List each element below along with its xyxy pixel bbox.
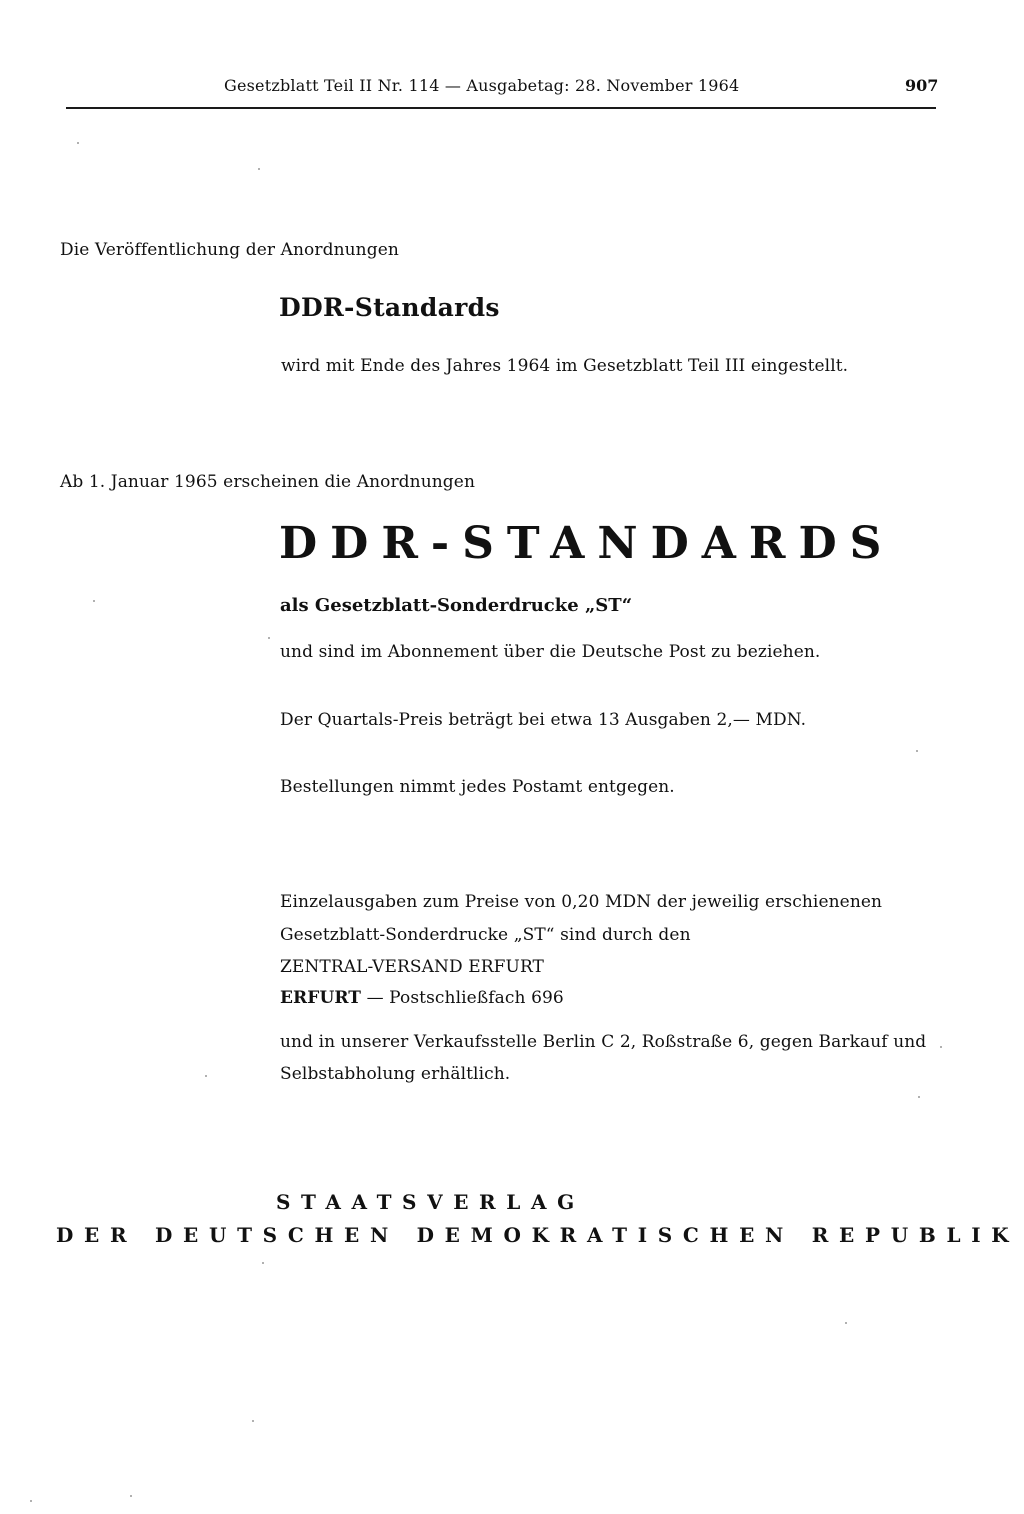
single-issues-line1: Einzelausgaben zum Preise von 0,20 MDN der jeweilig erschienenen xyxy=(280,892,883,912)
central-dispatch-address xyxy=(280,988,564,1008)
scan-speck xyxy=(262,1262,264,1264)
notice1-heading: DDR-Standards xyxy=(279,293,500,322)
scan-speck xyxy=(205,1075,207,1077)
scan-speck xyxy=(916,750,918,752)
page-number: 907 xyxy=(905,76,939,95)
single-issues-line2: Gesetzblatt-Sonderdrucke „ST“ sind durch den xyxy=(280,925,691,945)
scan-speck xyxy=(268,637,270,639)
scan-speck xyxy=(918,1096,920,1098)
notice2-heading: DDR-STANDARDS xyxy=(279,518,895,569)
notice2-subheading: als Gesetzblatt-Sonderdrucke „ST“ xyxy=(280,595,633,616)
header-rule xyxy=(66,107,936,109)
scan-speck xyxy=(77,142,79,144)
notice2-price-line: Der Quartals-Preis beträgt bei etwa 13 Ausgaben 2,— MDN. xyxy=(280,710,807,730)
notice2-order-line: Bestellungen nimmt jedes Postamt entgegen. xyxy=(280,777,675,797)
central-dispatch-name: ZENTRAL-VERSAND ERFURT xyxy=(280,957,544,977)
publisher-line1: STAATSVERLAG xyxy=(276,1190,585,1214)
notice2-subscription-line: und sind im Abonnement über die Deutsche Post zu beziehen. xyxy=(280,642,821,662)
city-name: ERFURT xyxy=(280,988,362,1008)
scan-speck xyxy=(93,600,95,602)
scan-speck xyxy=(130,1495,132,1497)
running-header: Gesetzblatt Teil II Nr. 114 — Ausgabetag: 28. November 1964 xyxy=(224,76,740,95)
notice1-text: wird mit Ende des Jahres 1964 im Gesetzblatt Teil III eingestellt. xyxy=(281,356,849,376)
scan-speck xyxy=(258,168,260,170)
publisher-line2: DER DEUTSCHEN DEMOKRATISCHEN REPUBLIK xyxy=(56,1223,1020,1247)
scan-speck xyxy=(252,1420,254,1422)
single-issues-line5: und in unserer Verkaufsstelle Berlin C 2, Roßstraße 6, gegen Barkauf und xyxy=(280,1032,927,1052)
notice1-intro: Die Veröffentlichung der Anordnungen xyxy=(60,240,399,260)
po-box: — Postschließfach 696 xyxy=(361,988,564,1008)
single-issues-line6: Selbstabholung erhältlich. xyxy=(280,1064,511,1084)
notice2-intro: Ab 1. Januar 1965 erscheinen die Anordnungen xyxy=(60,472,475,492)
scan-speck xyxy=(845,1322,847,1324)
scan-speck xyxy=(940,1046,942,1048)
scan-speck xyxy=(30,1500,32,1502)
